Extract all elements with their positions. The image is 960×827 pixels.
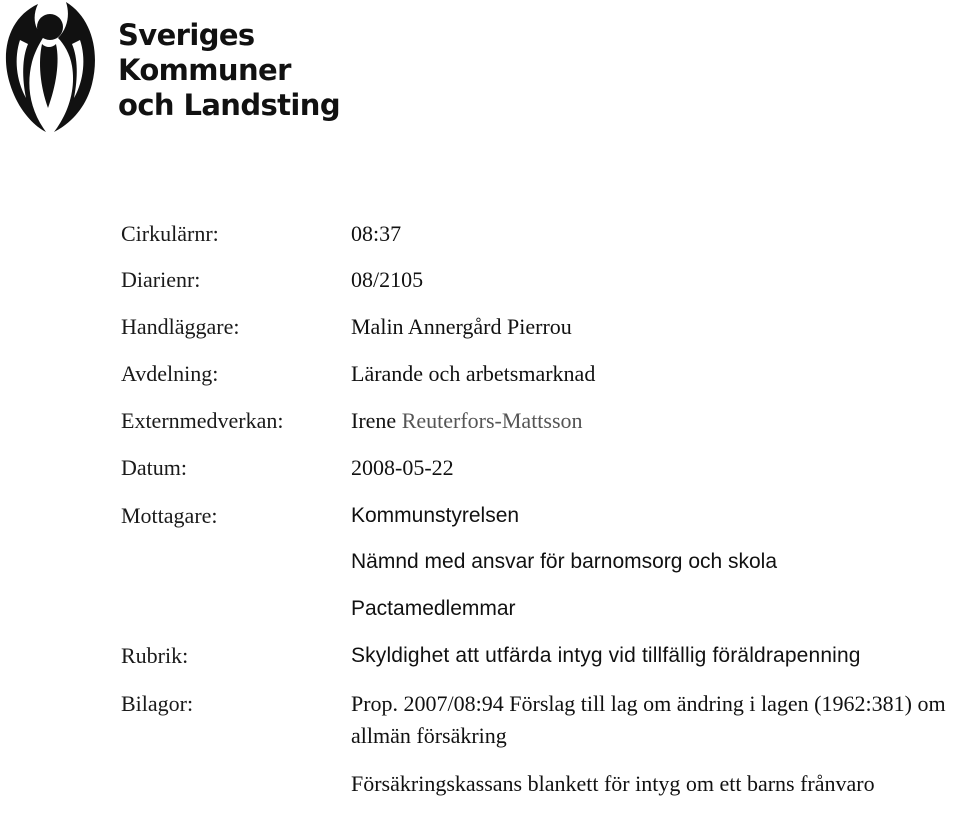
diarienr-value: 08/2105 bbox=[351, 267, 424, 292]
field-avdelning bbox=[121, 358, 960, 390]
field-diarienr bbox=[121, 264, 960, 296]
field-externmedverkan bbox=[121, 405, 960, 437]
cirkularnr-value: 08:37 bbox=[351, 221, 402, 246]
field-mottagare-2 bbox=[121, 546, 960, 578]
bilaga-1: Prop. 2007/08:94 Förslag till lag om ändring i lagen (1962:381) om allmän försäkring bbox=[351, 691, 946, 748]
field-rubrik bbox=[121, 640, 960, 672]
logo-wordmark bbox=[118, 18, 340, 123]
bilagor-label: Bilagor: bbox=[121, 691, 194, 716]
handlaggare-label: Handläggare: bbox=[121, 314, 240, 339]
field-handlaggare bbox=[121, 311, 960, 343]
rubrik-label: Rubrik: bbox=[121, 643, 189, 668]
mottagare-value-2: Nämnd med ansvar för barnomsorg och skola bbox=[351, 550, 778, 573]
externmedverkan-value bbox=[351, 405, 583, 437]
field-cirkularnr bbox=[121, 218, 960, 250]
diarienr-label: Diarienr: bbox=[121, 267, 201, 292]
skl-emblem-icon bbox=[0, 0, 100, 134]
skl-logo bbox=[0, 0, 340, 135]
field-mottagare bbox=[121, 500, 960, 532]
field-datum bbox=[121, 452, 960, 484]
datum-label: Datum: bbox=[121, 455, 187, 480]
mottagare-value-3: Pactamedlemmar bbox=[351, 597, 516, 620]
bilaga-2: Försäkringskassans blankett för intyg om ett barns frånvaro bbox=[351, 771, 875, 796]
avdelning-value: Lärande och arbetsmarknad bbox=[351, 361, 596, 386]
avdelning-label: Avdelning: bbox=[121, 361, 219, 386]
mottagare-label: Mottagare: bbox=[121, 503, 218, 528]
handlaggare-value: Malin Annergård Pierrou bbox=[351, 314, 572, 339]
rubrik-value: Skyldighet att utfärda intyg vid tillfällig föräldrapenning bbox=[351, 644, 861, 667]
externmedverkan-label: Externmedverkan: bbox=[121, 408, 284, 433]
mottagare-value-1: Kommunstyrelsen bbox=[351, 504, 520, 527]
logo-line-3: och Landsting bbox=[118, 88, 340, 122]
cirkularnr-label: Cirkulärnr: bbox=[121, 221, 219, 246]
field-mottagare-3 bbox=[121, 593, 960, 625]
externmedverkan-first-name: Irene bbox=[351, 408, 397, 433]
datum-value: 2008-05-22 bbox=[351, 455, 454, 480]
logo-line-2: Kommuner bbox=[118, 53, 291, 87]
externmedverkan-last-name: Reuterfors-Mattsson bbox=[401, 408, 583, 433]
logo-line-1: Sveriges bbox=[118, 18, 255, 52]
